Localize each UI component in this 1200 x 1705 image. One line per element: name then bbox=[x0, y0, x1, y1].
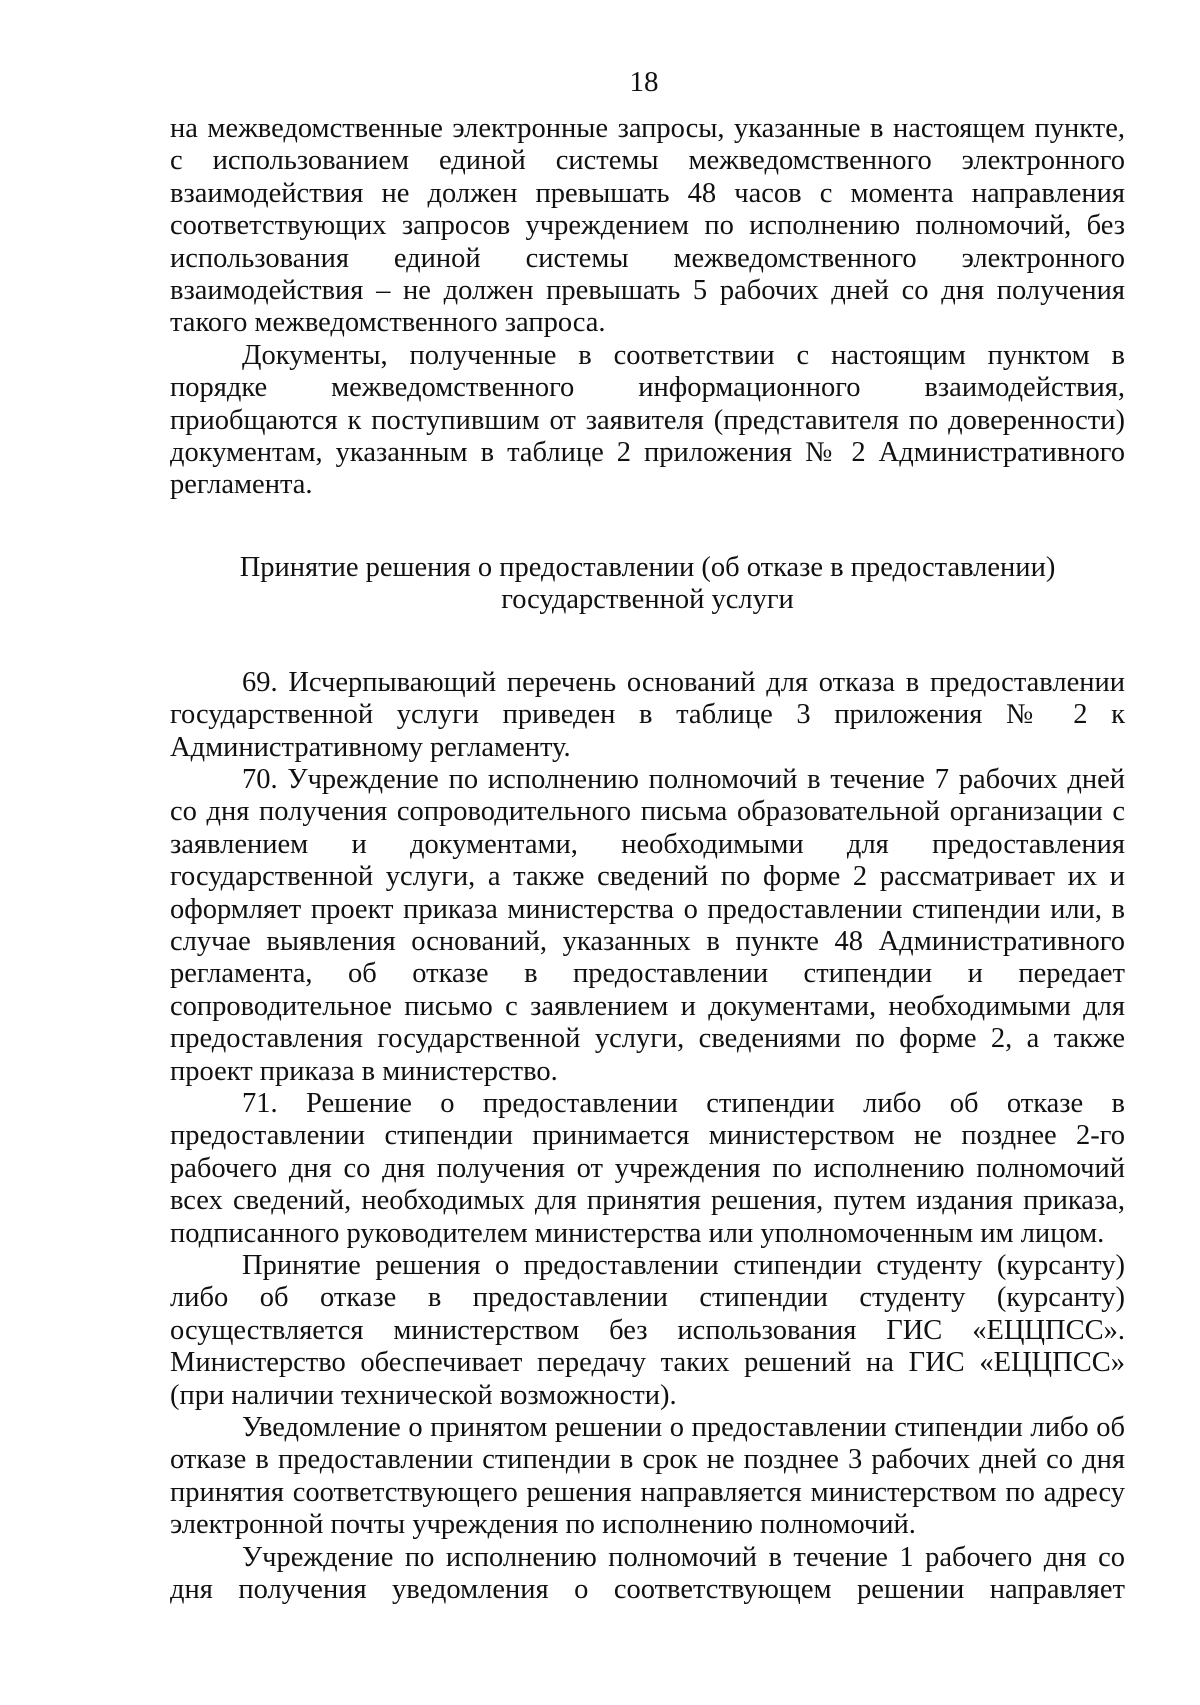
page-number: 18 bbox=[629, 66, 659, 98]
item-69: 69. Исчерпывающий перечень оснований для отказа в предоставлении государственной услуги приведен в таблице 3 приложения № 2 к Административному регламенту. bbox=[170, 666, 1125, 763]
paragraph-institution-action: Учреждение по исполнению полномочий в течение 1 рабочего дня со дня получения уведомления о соответствующем решении направляет bbox=[170, 1541, 1125, 1606]
paragraph-continuation: на межведомственные электронные запросы, указанные в настоящем пункте, с использованием единой системы межведомственного электронного взаимодействия не должен превышать 48 часов с момента направления соответствующих запросов учреждением по исполнению полномочий, без использования единой системы межведомственного электронного взаимодействия – не должен превышать 5 рабочих дней со дня получения такого межведомственного запроса. bbox=[170, 113, 1125, 339]
paragraph-decision-students: Принятие решения о предоставлении стипендии студенту (курсанту) либо об отказе в предоставлении стипендии студенту (курсанту) осуществляется министерством без использования ГИС «ЕЦЦПСС». Министерство обеспечивает передачу таких решений на ГИС «ЕЦЦПСС» (при наличии технической возможности). bbox=[170, 1250, 1125, 1411]
section-heading-line-1: Принятие решения о предоставлении (об отказе в предоставлении) bbox=[239, 551, 1056, 583]
paragraph-documents: Документы, полученные в соответствии с настоящим пунктом в порядке межведомственного информационного взаимодействия, приобщаются к поступившим от заявителя (представителя по доверенности) документам, указанным в таблице 2 приложения № 2 Административного регламента. bbox=[170, 339, 1125, 501]
paragraph-notification: Уведомление о принятом решении о предоставлении стипендии либо об отказе в предоставлении стипендии в срок не позднее 3 рабочих дней со дня принятия соответствующего решения направляется министерством по адресу электронной почты учреждения по исполнению полномочий. bbox=[170, 1412, 1125, 1541]
item-71: 71. Решение о предоставлении стипендии либо об отказе в предоставлении стипендии принимается министерством не позднее 2-го рабочего дня со дня получения от учреждения по исполнению полномочий всех сведений, необходимых для принятия решения, путем издания приказа, подписанного руководителем министерства или уполномоченным им лицом. bbox=[170, 1087, 1125, 1249]
section-heading bbox=[170, 552, 1125, 617]
item-70: 70. Учреждение по исполнению полномочий в течение 7 рабочих дней со дня получения сопроводительного письма образовательной организации с заявлением и документами, необходимыми для предоставления государственной услуги, а также сведений по форме 2 рассматривает их и оформляет проект приказа министерства о предоставлении стипендии или, в случае выявления оснований, указанных в пункте 48 Административного регламента, об отказе в предоставлении стипендии и передает сопроводительное письмо с заявлением и документами, необходимыми для предоставления государственной услуги, сведениями по форме 2, а также проект приказа в министерство. bbox=[170, 763, 1125, 1087]
section-heading-line-2: государственной услуги bbox=[501, 584, 794, 616]
document-body bbox=[170, 113, 1125, 1606]
